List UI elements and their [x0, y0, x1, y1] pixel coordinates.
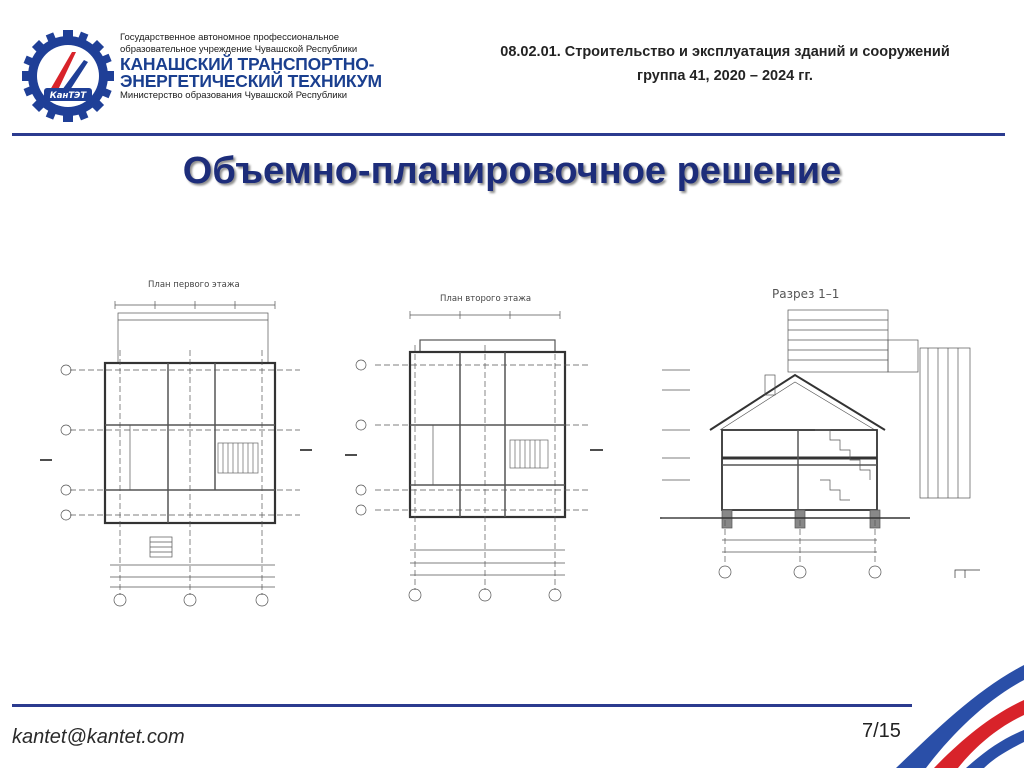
course-code-line: 08.02.01. Строительство и эксплуатация зданий и сооружений [500, 44, 950, 60]
plan2-title: План второго этажа [440, 294, 532, 304]
header-divider [12, 133, 1005, 136]
first-floor-plan-drawing [30, 275, 330, 610]
footer-email: kantet@kantet.com [12, 726, 185, 748]
org-type-line1: Государственное автономное профессиональное [120, 32, 340, 43]
slide-title: Объемно-планировочное решение [182, 150, 842, 192]
organization-block [120, 32, 410, 102]
decorative-swoosh-logo [896, 660, 1024, 768]
footer-divider [12, 704, 912, 707]
section-1-1-drawing [650, 280, 990, 585]
org-name-line1: КАНАШСКИЙ ТРАНСПОРТНО- [120, 54, 375, 74]
org-name-line2: ЭНЕРГЕТИЧЕСКИЙ ТЕХНИКУМ [120, 71, 382, 91]
page-number: 7/15 [862, 720, 901, 742]
second-floor-plan-drawing [335, 285, 635, 605]
org-ministry: Министерство образования Чувашской Республики [120, 90, 348, 101]
section-title: Разрез 1–1 [772, 287, 840, 301]
logo-text: КанТЭТ [49, 91, 87, 101]
course-group-line: группа 41, 2020 – 2024 гг. [637, 68, 813, 84]
org-type-line2: образовательное учреждение Чувашской Республики [120, 44, 358, 55]
course-header [440, 40, 1010, 88]
college-logo [22, 30, 114, 122]
plan1-title: План первого этажа [148, 280, 240, 290]
